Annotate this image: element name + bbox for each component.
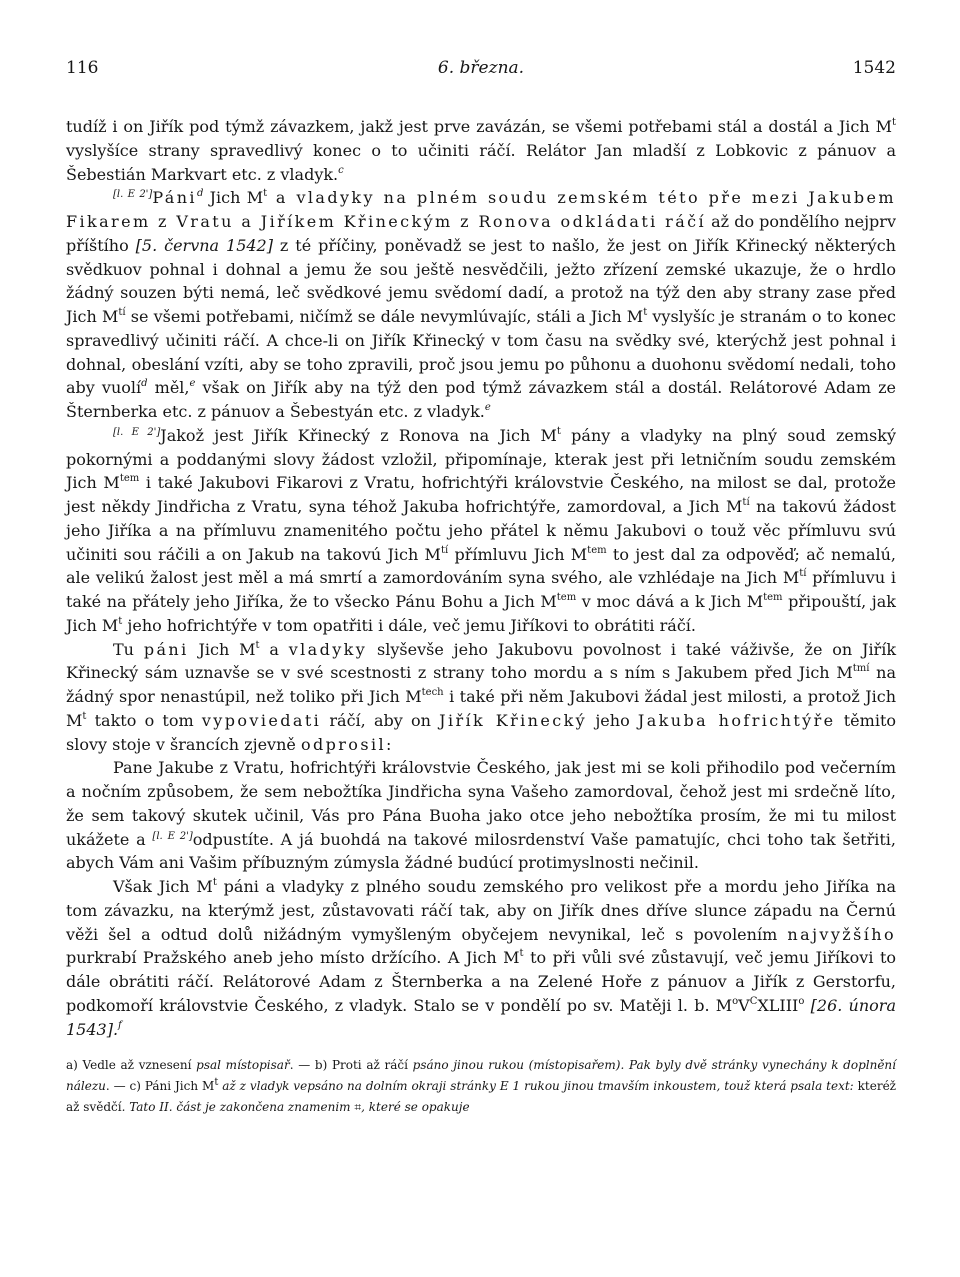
footnotes: a) Vedle až vznesení psal místopisař. — b) Proti až ráčí psáno jinou rukou (místopisařem). Pak byly dvě stránky vynechány k doplnění nálezu. — c) Páni Jich $M^t$ až z vladyk vepsáno na dolním okraji stránky E 1 rukou jinou tmavším inkoustem, touž která psala text: kteréž až svědčí. Tato II. část je zakončena znamenim ⌗, které se opakuje	[66, 1058, 896, 1115]
main-text	[66, 115, 896, 1041]
running-year: 1542	[852, 58, 896, 78]
paragraph-6: Však Jich $M^t$ páni a vladyky z plného soudu zemského pro velikost pře a mordu jeho Jiříka na tom závazku, na kterýmž jest, zůstavovati ráčí tak, aby on Jiřík dnes dříve slunce západu na Černú věži šel a odtud dolů nižádným vymyšleným obyčejem nevynikal, leč s povolením najvyžšího purkrabí Pražského aneb jeho místo držícího. A Jich $M^t$ to při vůli své zůstavují, več jemu Jiříkovi to dále obrátiti ráčí. Relátorové Adam z Šternberka a na Zelené Hoře z pánuov a Jiřík z Gerstorfu, podkomoří královstvie Českého, z vladyk. Stalo se v pondělí po sv. Matěji l. b. $M^oV^CXLIII^o$ [26. února 1543].$^f$	[66, 877, 897, 1039]
running-date: 6. března.	[437, 58, 525, 78]
folio-mark: [l. E 2']	[152, 830, 193, 842]
hash-sign-icon: ⌗	[354, 1100, 362, 1115]
paragraph-4: Tu páni Jich $M^t$ a vladyky slyševše jeho Jakubovu povolnost i také váživše, že on Jiřík Křinecký sám uznavše se v své scestnosti z strany toho mordu a s ním s Jakubem před Jich $M^{tmí}$ na žádný spor nenastúpil, než toliko při Jich $M^{tech}$ i také při něm Jakubovi žádal jest milosti, a protož Jich $M^t$ takto o tom vypoviedati ráčí, aby on Jiřík Křinecký jeho Jakuba hofrichtýře těmito slovy stoje v šrancích zjevně odprosil:	[66, 639, 897, 754]
paragraph-1: tudíž i on Jiřík pod týmž závazkem, jakž jest prve zavázán, se všemi potřebami stál a dostál a Jich $M^t$ vyslyšíce strany spravedlivý konec o to učiniti ráčí. Relátor Jan mladší z Lobkovic z pánuov a Šebestián Markvart etc. z vladyk.$^c$	[66, 117, 896, 184]
document-page	[66, 58, 896, 1118]
paragraph-5: Pane Jakube z Vratu, hofrichtýři královstvie Českého, jak jest mi se koli přihodilo pod večerním a nočním způsobem, že sem nebožtíka Jindřicha syna Vašeho zamordoval, čehož jest mi srdečně líto, že sem takový skutek učinil, Vás pro Pána Buoha jako otce jeho nebožtíka prosím, že mi tu milost ukážete a [l. E 2']odpustíte. A já buohdá na takové milosrdenství Vaše pamatujíc, chci toho tak šetřiti, abych Vám ani Vašim příbuzným zúmysla žádné budúcí protimyslnosti nečinil.	[66, 758, 897, 873]
page-number: 116	[66, 58, 99, 78]
paragraph-2: [l. E 2']Páni$^d$ Jich $M^t$ a vladyky na plném soudu zemském této pře mezi Jakubem Fikarem z Vratu a Jiříkem Křineckým z Ronova odkládati ráčí až do pondělího nejprv příštího [5. června 1542] z té příčiny, poněvadž se jest to našlo, že jest on Jiřík Křinecký některých svědkuov pohnal i dohnal a jemu že sou ještě nesvědčili, ježto zřízení zemské ukazuje, že o hrdlo žádný souzen býti nemá, leč svědkové jemu svědomí dadí, a protož na týž den aby strany zase před Jich $M^{tí}$ se všemi potřebami, ničímž se dále nevymlúvajíc, stáli a Jich $M^t$ vyslyšíc je stranám o to konec spravedlivý učiniti ráčí. A chce-li on Jiřík Křinecký v tom času na svědky své, kterýchž jest pohnal i dohnal, obeslání vzíti, aby se toho zpravili, proč jsou jemu po půhonu a duohonu svědomí nedali, toho aby vuolí$^d$ měl,$^e$ však on Jiřík aby na týž den pod týmž závazkem stál a dostál. Relátorové Adam ze Šternberka etc. z pánuov a Šebestyán etc. z vladyk.$^e$	[66, 188, 897, 421]
folio-mark: [l. E 2']	[113, 189, 153, 201]
folio-mark: [l. E 2']	[113, 426, 161, 438]
page-header	[66, 58, 896, 84]
paragraph-3: [l. E 2']Jakož jest Jiřík Křinecký z Ronova na Jich $M^t$ pány a vladyky na plný soud zemský pokornými a poddanými slovy žádost vzložil, připomínaje, kterak jest při letničním soudu zemském Jich $M^{tem}$ i také Jakubovi Fikarovi z Vratu, hofrichtýři královstvie Českého, na milost se dal, protože jest někdy Jindřicha z Vratu, syna téhož Jakuba hofrichtýře, zamordoval, a Jich $M^{tí}$ na takovú žádost jeho Jiříka a na přímluvu znamenitého počtu jeho přátel k němu Jakubovi o touž věc přímluvu svú učiniti sou ráčili a on Jakub na takovú Jich $M^{tí}$ přímluvu Jich $M^{tem}$ to jest dal za odpověď; ač nemalú, ale velikú žalost jest měl a má smrtí a zamordováním syna svého, ale vzhlédaje na Jich $M^{tí}$ přímluvu i také na přátely jeho Jiříka, že to všecko Pánu Bohu a Jich $M^{tem}$ v moc dává a k Jich $M^{tem}$ připouští, jak Jich $M^t$ jeho hofrichtýře v tom opatřiti i dále, več jemu Jiříkovi to obrátiti ráčí.	[66, 425, 897, 635]
